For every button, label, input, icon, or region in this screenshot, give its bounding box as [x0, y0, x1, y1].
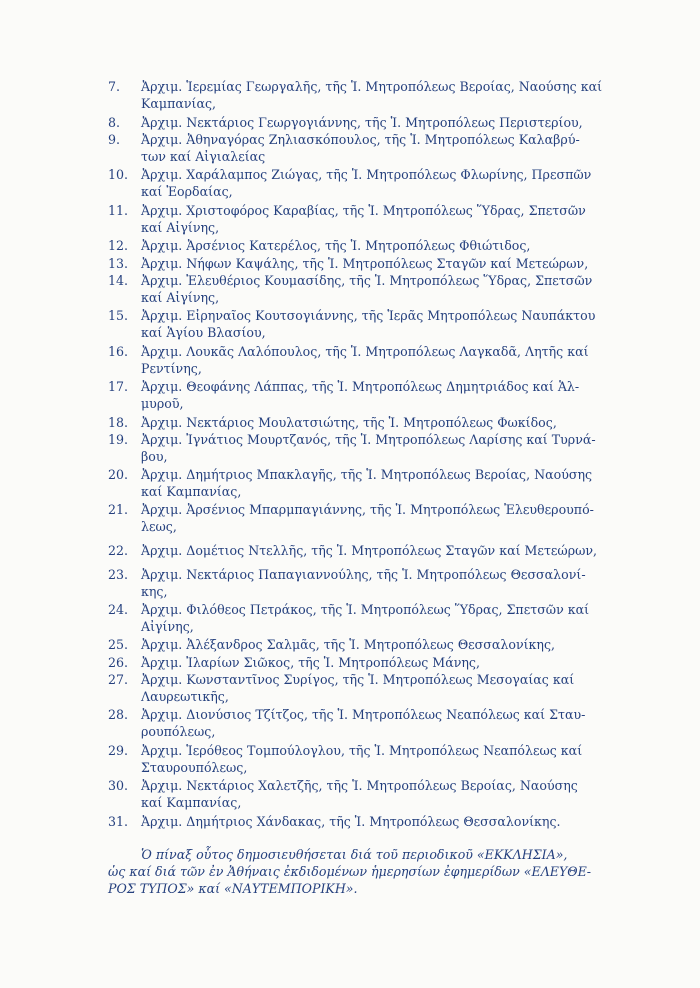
item-line: Ἀρχιμ. Ἱερόθεος Τομπούλογλου, τῆς Ἱ. Μητροπόλεως Νεαπόλεως καί [141, 743, 583, 758]
item-text [141, 131, 603, 165]
item-line: Ἀρχιμ. Ἰλαρίων Σιῶκος, τῆς Ἱ. Μητροπόλεως Μάνης, [141, 655, 480, 670]
item-line: βου, [141, 449, 168, 464]
item-text [141, 654, 603, 671]
item-text [141, 742, 603, 776]
item-text [141, 307, 603, 341]
item-number: 31. [108, 814, 129, 829]
item-line: Ἀρχιμ. Ἀλέξανδρος Σαλμᾶς, τῆς Ἱ. Μητροπόλεως Θεσσαλονίκης, [141, 637, 556, 652]
item-line: Ρεντίνης, [141, 361, 202, 376]
list-item [108, 78, 608, 112]
item-line: Ἀρχιμ. Νεκτάριος Μουλατσιώτης, τῆς Ἱ. Μητροπόλεως Φωκίδος, [141, 415, 557, 430]
list-item [108, 114, 608, 131]
item-line: ρουπόλεως, [141, 724, 216, 739]
list-item [108, 542, 608, 559]
item-line: λεως, [141, 519, 177, 534]
item-text [141, 114, 603, 131]
item-number: 18. [108, 415, 129, 430]
item-number: 10. [108, 167, 129, 182]
item-text [141, 466, 603, 500]
item-text [141, 378, 603, 412]
item-line: Ἀρχιμ. Δημήτριος Χάνδακας, τῆς Ἱ. Μητροπόλεως Θεσσαλονίκης. [141, 814, 561, 829]
list-item [108, 272, 608, 306]
item-number: 29. [108, 743, 129, 758]
item-text [141, 542, 603, 559]
item-number: 11. [108, 203, 129, 218]
item-number: 19. [108, 432, 129, 447]
item-line: Ἀρχιμ. Νεκτάριος Γεωργογιάννης, τῆς Ἱ. Μητροπόλεως Περιστερίου, [141, 115, 583, 130]
item-line: Ἀρχιμ. Διονύσιος Τζίτζος, τῆς Ἱ. Μητροπόλεως Νεαπόλεως καί Σταυ- [141, 707, 586, 722]
item-text [141, 636, 603, 653]
item-line: Ἀρχιμ. Νεκτάριος Χαλετζῆς, τῆς Ἱ. Μητροπόλεως Βεροίας, Ναούσης [141, 778, 578, 793]
item-line: Ἀρχιμ. Δομέτιος Ντελλῆς, τῆς Ἱ. Μητροπόλεως Σταγῶν καί Μετεώρων, [141, 543, 598, 558]
item-line: καί Ἐορδαίας, [141, 184, 233, 199]
item-line: καί Αἰγίνης, [141, 220, 220, 235]
item-line: Ἀρχιμ. Χαράλαμπος Ζιώγας, τῆς Ἱ. Μητροπόλεως Φλωρίνης, Πρεσπῶν [141, 167, 592, 182]
item-text [141, 272, 603, 306]
list-item [108, 813, 608, 830]
item-line: καί Καμπανίας, [141, 795, 242, 810]
list-item [108, 307, 608, 341]
item-text [141, 431, 603, 465]
item-number: 21. [108, 502, 129, 517]
item-line: Ἀρχιμ. Φιλόθεος Πετράκος, τῆς Ἱ. Μητροπόλεως Ὕδρας, Σπετσῶν καί [141, 602, 590, 617]
item-line: Αἰγίνης, [141, 619, 194, 634]
item-line: καί Καμπανίας, [141, 484, 242, 499]
item-text [141, 343, 603, 377]
list-item [108, 636, 608, 653]
item-line: Ἀρχιμ. Κωνσταντῖνος Συρίγος, τῆς Ἱ. Μητροπόλεως Μεσογαίας καί [141, 672, 575, 687]
list-item [108, 566, 608, 600]
item-number: 8. [108, 115, 121, 130]
item-text [141, 237, 603, 254]
item-number: 13. [108, 256, 129, 271]
item-line: Ἀρχιμ. Ἰγνάτιος Μουρτζανός, τῆς Ἱ. Μητροπόλεως Λαρίσης καί Τυρνά- [141, 432, 596, 447]
item-number: 26. [108, 655, 129, 670]
item-text [141, 255, 603, 272]
list-item [108, 742, 608, 776]
note-line: ὡς καί διά τῶν ἐν Ἀθήναις ἐκδιδομένων ἡμερησίων ἐφημερίδων «ΕΛΕΥΘΕ- [108, 864, 592, 879]
item-line: Ἀρχιμ. Ἐλευθέριος Κουμασίδης, τῆς Ἱ. Μητροπόλεως Ὕδρας, Σπετσῶν [141, 273, 593, 288]
item-text [141, 777, 603, 811]
item-line: Ἀρχιμ. Νεκτάριος Παπαγιαννούλης, τῆς Ἱ. Μητροπόλεως Θεσσαλονί- [141, 567, 586, 582]
item-number: 25. [108, 637, 129, 652]
item-number: 12. [108, 238, 129, 253]
list-item [108, 414, 608, 431]
item-text [141, 566, 603, 600]
list-item [108, 202, 608, 236]
list-item [108, 237, 608, 254]
closing-note [108, 846, 608, 897]
item-text [141, 414, 603, 431]
item-text [141, 501, 603, 535]
item-line: Ἀρχιμ. Ἱερεμίας Γεωργαλῆς, τῆς Ἱ. Μητροπόλεως Βεροίας, Ναούσης καί [141, 79, 603, 94]
item-number: 14. [108, 273, 129, 288]
item-text [141, 601, 603, 635]
list-item [108, 601, 608, 635]
item-line: των καί Αἰγιαλείας [141, 149, 266, 164]
item-line: Ἀρχιμ. Εἰρηναῖος Κουτσογιάννης, τῆς Ἱερᾶς Μητροπόλεως Ναυπάκτου [141, 308, 596, 323]
item-text [141, 166, 603, 200]
item-line: καί Αἰγίνης, [141, 290, 220, 305]
list-item [108, 706, 608, 740]
list-item [108, 777, 608, 811]
item-number: 23. [108, 567, 129, 582]
item-line: Ἀρχιμ. Δημήτριος Μπακλαγῆς, τῆς Ἱ. Μητροπόλεως Βεροίας, Ναούσης [141, 467, 593, 482]
item-line: Ἀρχιμ. Νήφων Καψάλης, τῆς Ἱ. Μητροπόλεως Σταγῶν καί Μετεώρων, [141, 256, 589, 271]
item-line: Ἀρχιμ. Χριστοφόρος Καραβίας, τῆς Ἱ. Μητροπόλεως Ὕδρας, Σπετσῶν [141, 203, 586, 218]
item-number: 20. [108, 467, 129, 482]
note-line: ΡΟΣ ΤΥΠΟΣ» καί «ΝΑΥΤΕΜΠΟΡΙΚΗ». [108, 881, 358, 896]
item-line: Καμπανίας, [141, 96, 217, 111]
item-line: κης, [141, 584, 168, 599]
item-line: Ἀρχιμ. Λουκᾶς Λαλόπουλος, τῆς Ἱ. Μητροπόλεως Λαγκαδᾶ, Λητῆς καί [141, 344, 589, 359]
list-item [108, 654, 608, 671]
list-item [108, 501, 608, 535]
list-item [108, 378, 608, 412]
item-number: 24. [108, 602, 129, 617]
item-line: Ἀρχιμ. Ἀρσένιος Κατερέλος, τῆς Ἱ. Μητροπόλεως Φθιώτιδος, [141, 238, 531, 253]
item-number: 28. [108, 707, 129, 722]
list-item [108, 131, 608, 165]
item-text [141, 671, 603, 705]
list-item [108, 343, 608, 377]
item-text [141, 78, 603, 112]
item-number: 17. [108, 379, 129, 394]
item-number: 27. [108, 672, 129, 687]
item-text [141, 706, 603, 740]
list-item [108, 166, 608, 200]
item-line: μυροῦ, [141, 396, 184, 411]
list-item [108, 255, 608, 272]
list-item [108, 466, 608, 500]
item-text [141, 202, 603, 236]
item-number: 22. [108, 543, 129, 558]
item-number: 7. [108, 79, 121, 94]
list-item [108, 431, 608, 465]
item-line: καί Ἁγίου Βλασίου, [141, 325, 266, 340]
item-number: 9. [108, 132, 121, 147]
item-line: Λαυρεωτικῆς, [141, 689, 229, 704]
item-line: Ἀρχιμ. Ἀθηναγόρας Ζηλιασκόπουλος, τῆς Ἱ. Μητροπόλεως Καλαβρύ- [141, 132, 580, 147]
item-line: Ἀρχιμ. Ἀρσένιος Μπαρμπαγιάννης, τῆς Ἱ. Μητροπόλεως Ἐλευθερουπό- [141, 502, 594, 517]
list-item [108, 671, 608, 705]
item-number: 16. [108, 344, 129, 359]
item-number: 30. [108, 778, 129, 793]
note-line: Ὁ πίναξ οὗτος δημοσιευθήσεται διά τοῦ περιοδικοῦ «ΕΚΚΛΗΣΙΑ», [141, 847, 568, 862]
item-line: Ἀρχιμ. Θεοφάνης Λάππας, τῆς Ἱ. Μητροπόλεως Δημητριάδος καί Ἁλ- [141, 379, 580, 394]
item-text [141, 813, 603, 830]
item-number: 15. [108, 308, 129, 323]
item-line: Σταυρουπόλεως, [141, 760, 248, 775]
